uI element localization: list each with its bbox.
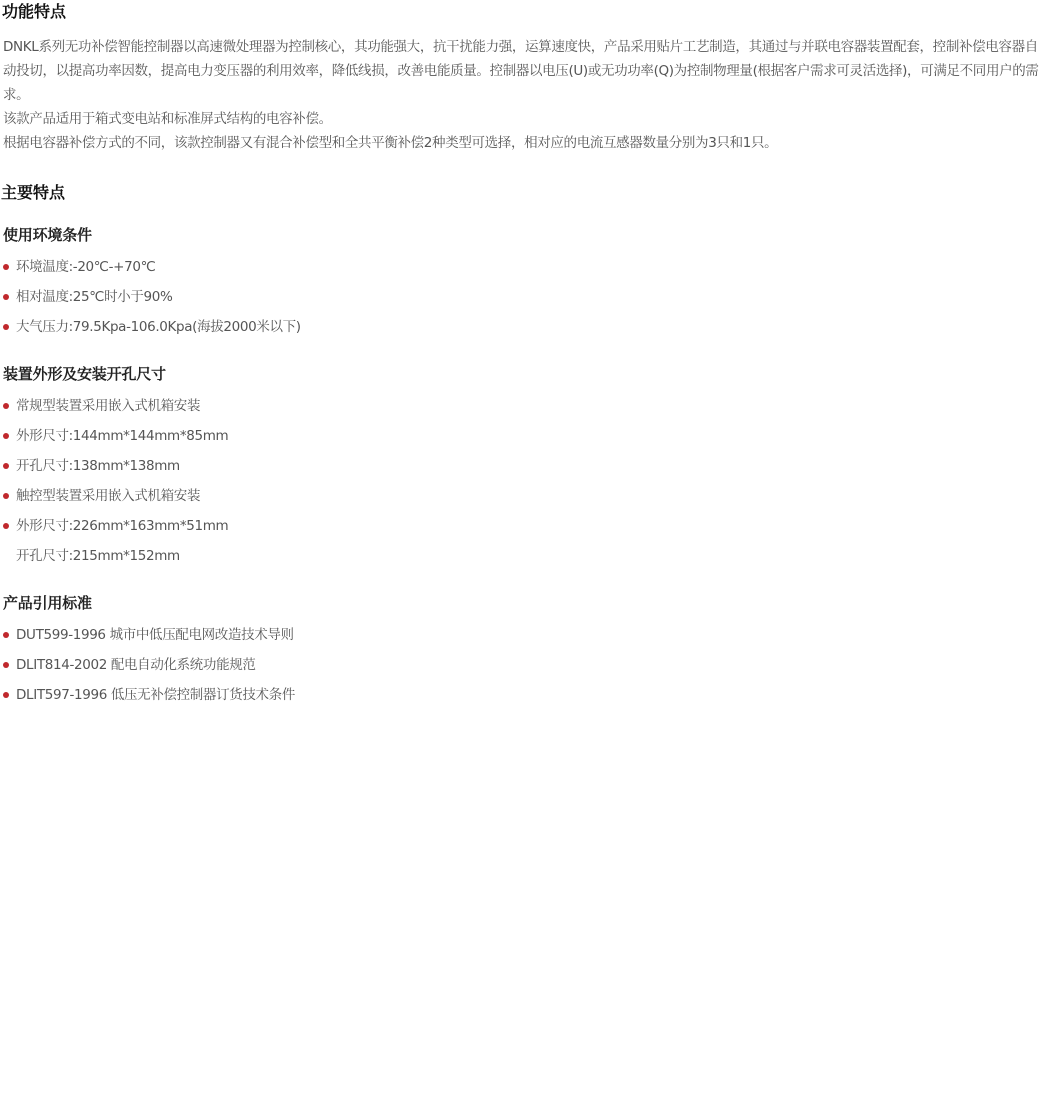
intro-paragraph: 根据电容器补偿方式的不同，该款控制器又有混合补偿型和全共平衡补偿2种类型可选择，相对应的电流互感器数量分别为3只和1只。 — [3, 135, 778, 151]
list-item-text: 开孔尺寸:215mm*152mm — [16, 548, 180, 564]
bullet-dot-icon — [3, 294, 9, 300]
bullet-dot-icon — [3, 632, 9, 638]
bullet-dot-icon — [3, 662, 9, 668]
bullet-dot-icon — [3, 264, 9, 270]
list-item — [3, 451, 1043, 481]
bullet-dot-icon — [3, 324, 9, 330]
env-conditions-list — [3, 252, 1043, 342]
list-item — [3, 511, 1043, 541]
bullet-dot-icon — [3, 523, 9, 529]
bullet-dot-icon — [3, 433, 9, 439]
env-conditions-heading: 使用环境条件 — [3, 226, 92, 244]
list-item — [3, 481, 1043, 511]
list-item — [3, 650, 1043, 680]
function-description — [3, 35, 1043, 155]
list-item — [3, 312, 1043, 342]
dimensions-section — [3, 363, 1043, 571]
bullet-dot-icon — [3, 493, 9, 499]
list-item — [3, 252, 1043, 282]
bullet-dot-icon — [3, 692, 9, 698]
intro-paragraph: DNKL系列无功补偿智能控制器以高速微处理器为控制核心，其功能强大，抗干扰能力强，运算速度快，产品采用贴片工艺制造，其通过与并联电容器装置配套，控制补偿电容器自动投切，以提高功率因数，提高电力变压器的利用效率，降低线损，改善电能质量。控制器以电压(U)或无功功率(Q)为控制物理量(根据客户需求可灵活选择)，可满足不同用户的需求。 — [3, 39, 1039, 103]
list-item — [3, 620, 1043, 650]
standards-heading: 产品引用标准 — [3, 594, 92, 612]
standards-section — [3, 592, 1043, 710]
list-item — [3, 680, 1043, 710]
dimensions-heading: 装置外形及安装开孔尺寸 — [3, 365, 166, 383]
list-item-text: 环境温度:-20℃-+70℃ — [16, 259, 156, 275]
standards-list — [3, 620, 1043, 710]
list-item-text: 相对温度:25℃时小于90% — [16, 289, 173, 305]
env-conditions-section — [3, 224, 1043, 342]
list-item — [3, 282, 1043, 312]
list-item-text: 触控型装置采用嵌入式机箱安装 — [16, 488, 201, 504]
list-item-text: 大气压力:79.5Kpa-106.0Kpa(海拔2000米以下) — [16, 319, 301, 335]
dimensions-list — [3, 391, 1043, 571]
list-item — [3, 541, 1043, 571]
list-item — [3, 421, 1043, 451]
list-item-text: 常规型装置采用嵌入式机箱安装 — [16, 398, 201, 414]
list-item-text: DUT599-1996 城市中低压配电网改造技术导则 — [16, 627, 294, 643]
main-features-heading: 主要特点 — [1, 183, 66, 202]
list-item-text: DLIT814-2002 配电自动化系统功能规范 — [16, 657, 256, 673]
list-item-text: 开孔尺寸:138mm*138mm — [16, 458, 180, 474]
list-item-text: 外形尺寸:144mm*144mm*85mm — [16, 428, 229, 444]
list-item-text: DLIT597-1996 低压无补偿控制器订货技术条件 — [16, 687, 295, 703]
intro-paragraph: 该款产品适用于箱式变电站和标准屏式结构的电容补偿。 — [3, 111, 332, 127]
function-features-heading: 功能特点 — [2, 2, 67, 21]
bullet-dot-icon — [3, 403, 9, 409]
list-item — [3, 391, 1043, 421]
bullet-dot-icon — [3, 463, 9, 469]
list-item-text: 外形尺寸:226mm*163mm*51mm — [16, 518, 229, 534]
